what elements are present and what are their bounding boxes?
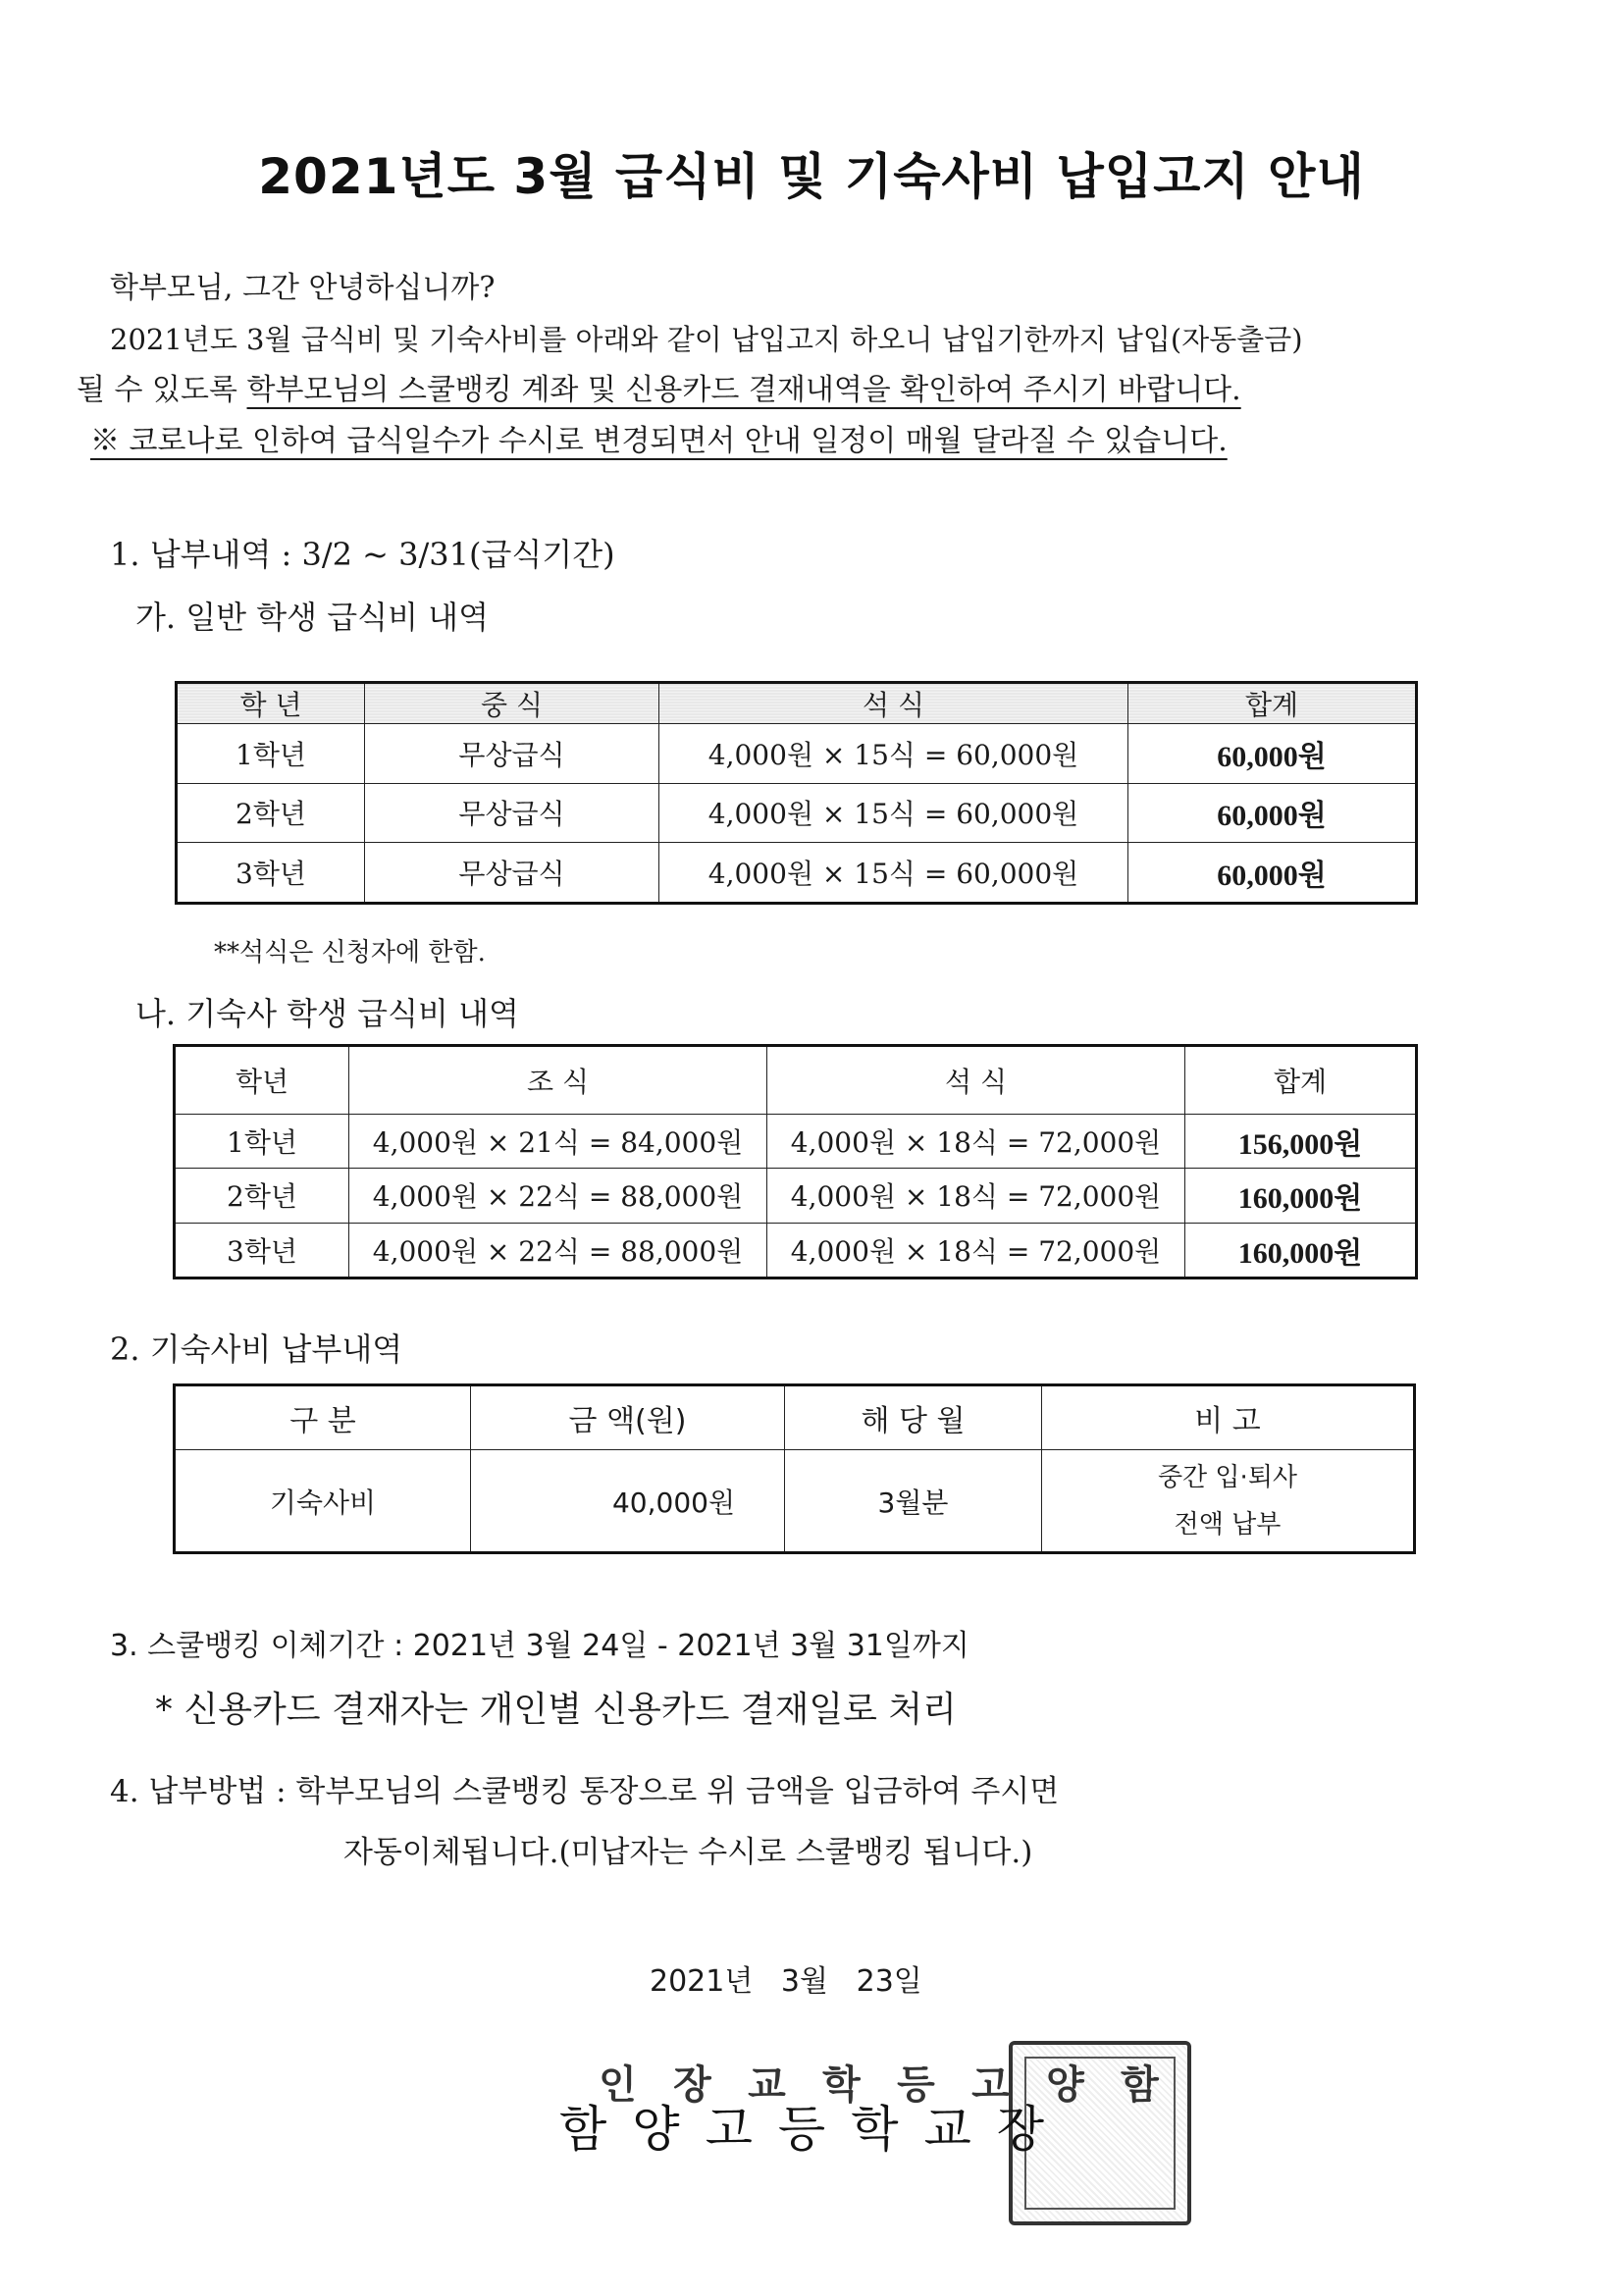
dinner-cell: 4,000원 × 18식 = 72,000원 [767, 1169, 1185, 1223]
table-header-cell: 구 분 [175, 1385, 471, 1450]
dinner-cell: 4,000원 × 15식 = 60,000원 [659, 843, 1128, 904]
notice-date: 2021년 3월 23일 [650, 1964, 922, 1999]
intro-line-2: 2021년도 3월 급식비 및 기숙사비를 아래와 같이 납입고지 하오니 납입기한까지 납입(자동출금) [110, 323, 1303, 356]
table-row [175, 1450, 1415, 1553]
page-title: 2021년도 3월 급식비 및 기숙사비 납입고지 안내 [258, 148, 1365, 205]
section-4-heading: 4. 납부방법 : 학부모님의 스쿨뱅킹 통장으로 위 금액을 입금하여 주시면 [110, 1774, 1060, 1809]
remark-line-2: 전액 납부 [1174, 1509, 1282, 1539]
grade-cell: 3학년 [177, 843, 365, 904]
table-row [177, 724, 1417, 784]
lunch-cell: 무상급식 [365, 843, 659, 904]
table-row [177, 843, 1417, 904]
intro-line-3-prefix: 될 수 있도록 [77, 373, 247, 407]
corona-notice: ※ 코로나로 인하여 급식일수가 수시로 변경되면서 안내 일정이 매월 달라질 수 있습니다. [90, 424, 1228, 458]
table-row [175, 1169, 1417, 1223]
table-header-cell: 석 식 [659, 683, 1128, 724]
section-2-heading: 2. 기숙사비 납부내역 [110, 1331, 403, 1368]
table-row [175, 1223, 1417, 1278]
breakfast-cell: 4,000원 × 22식 = 88,000원 [349, 1223, 767, 1278]
total-cell: 160,000원 [1185, 1169, 1417, 1223]
table-header-cell: 학년 [175, 1046, 349, 1115]
table-header-cell: 합계 [1185, 1046, 1417, 1115]
table-header-cell: 비 고 [1042, 1385, 1415, 1450]
table-header-cell: 합계 [1128, 683, 1417, 724]
amount-cell: 40,000원 [471, 1450, 785, 1553]
intro-underlined-request: 학부모님의 스쿨뱅킹 계좌 및 신용카드 결재내역을 확인하여 주시기 바랍니다. [246, 373, 1241, 407]
greeting-line: 학부모님, 그간 안녕하십니까? [110, 271, 496, 305]
dinner-cell: 4,000원 × 18식 = 72,000원 [767, 1223, 1185, 1278]
table-header-row [175, 1046, 1417, 1115]
total-cell: 156,000원 [1185, 1115, 1417, 1169]
total-cell: 60,000원 [1128, 843, 1417, 904]
dorm-meal-fee-table [173, 1044, 1418, 1279]
section-1-sub-a: 가. 일반 학생 급식비 내역 [135, 599, 489, 636]
grade-cell: 1학년 [177, 724, 365, 784]
table-header-cell: 해 당 월 [785, 1385, 1042, 1450]
table-header-cell: 학 년 [177, 683, 365, 724]
table-header-cell: 금 액(원) [471, 1385, 785, 1450]
total-cell: 160,000원 [1185, 1223, 1417, 1278]
dinner-cell: 4,000원 × 15식 = 60,000원 [659, 724, 1128, 784]
section-3-heading: 3. 스쿨뱅킹 이체기간 : 2021년 3월 24일 - 2021년 3월 31일까지 [110, 1629, 969, 1663]
intro-line-3 [77, 365, 1241, 416]
school-name: 함양고등학교장 [559, 2101, 1071, 2158]
total-cell: 60,000원 [1128, 724, 1417, 784]
table-header-row [175, 1385, 1415, 1450]
grade-cell: 3학년 [175, 1223, 349, 1278]
table-row [177, 783, 1417, 843]
section-4-continuation: 자동이체됩니다.(미납자는 수시로 스쿨뱅킹 됩니다.) [343, 1835, 1033, 1870]
lunch-cell: 무상급식 [365, 724, 659, 784]
table-header-cell: 석 식 [767, 1046, 1185, 1115]
lunch-cell: 무상급식 [365, 783, 659, 843]
table-header-cell: 조 식 [349, 1046, 767, 1115]
fee-type-cell: 기숙사비 [175, 1450, 471, 1553]
dinner-cell: 4,000원 × 18식 = 72,000원 [767, 1115, 1185, 1169]
table-header-cell: 중 식 [365, 683, 659, 724]
month-cell: 3월분 [785, 1450, 1042, 1553]
table-header-row [177, 683, 1417, 724]
table-row [175, 1115, 1417, 1169]
section-1-sub-b: 나. 기숙사 학생 급식비 내역 [135, 995, 519, 1032]
grade-cell: 2학년 [177, 783, 365, 843]
breakfast-cell: 4,000원 × 22식 = 88,000원 [349, 1169, 767, 1223]
grade-cell: 1학년 [175, 1115, 349, 1169]
breakfast-cell: 4,000원 × 21식 = 84,000원 [349, 1115, 767, 1169]
remark-line-1: 중간 입·퇴사 [1157, 1462, 1298, 1492]
remark-cell [1042, 1450, 1415, 1553]
total-cell: 60,000원 [1128, 783, 1417, 843]
dinner-cell: 4,000원 × 15식 = 60,000원 [659, 783, 1128, 843]
dinner-note: **석식은 신청자에 한함. [214, 938, 486, 967]
general-meal-fee-table [175, 681, 1418, 905]
credit-card-note: * 신용카드 결재자는 개인별 신용카드 결재일로 처리 [155, 1690, 957, 1730]
dorm-fee-table [173, 1383, 1416, 1554]
grade-cell: 2학년 [175, 1169, 349, 1223]
seal-text: 함양고등학교장인 [1024, 2057, 1176, 2210]
section-1-heading: 1. 납부내역 : 3/2 ~ 3/31(급식기간) [110, 536, 615, 573]
